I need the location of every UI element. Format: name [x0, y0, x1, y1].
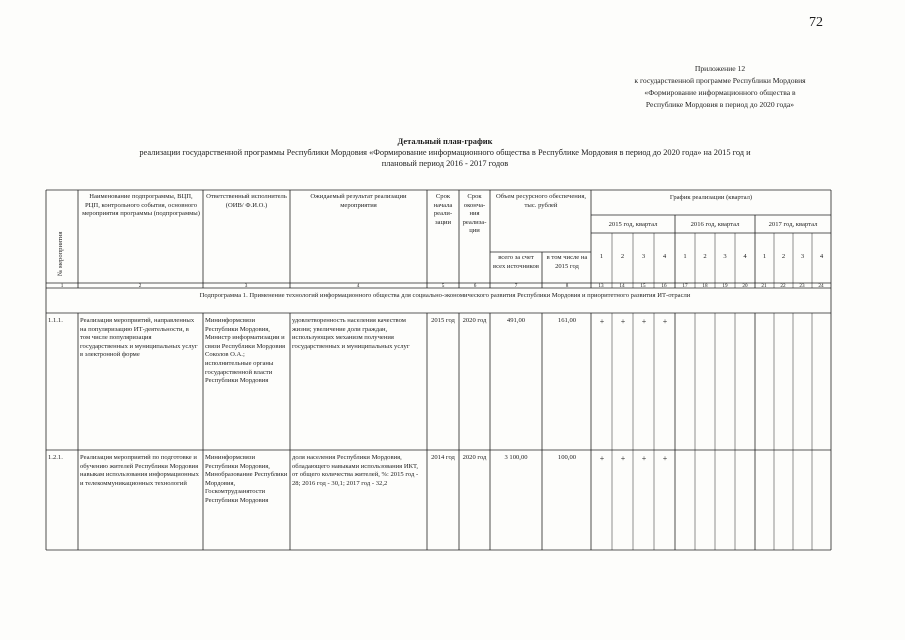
appendix-line: к государственной программе Республики Мордовия — [634, 76, 806, 85]
appendix-line: Приложение 12 — [694, 64, 746, 73]
header-vol-2015: в том числе на 2015 год — [546, 254, 588, 270]
quarter-mark: + — [641, 454, 647, 463]
column-number: 17 — [682, 283, 688, 289]
column-number: 15 — [640, 283, 646, 289]
column-number: 4 — [356, 283, 360, 289]
appendix-line: «Формирование информационного общества в — [644, 88, 796, 97]
quarter-label: 3 — [641, 253, 646, 260]
quarter-label: 2 — [620, 253, 625, 260]
header-result: Ожидаемый результат реализации мероприятия — [310, 193, 407, 209]
column-number: 1 — [60, 283, 64, 289]
quarter-mark: + — [662, 454, 668, 463]
quarter-mark: + — [662, 317, 668, 326]
column-number: 5 — [441, 283, 445, 289]
appendix-line: Республике Мордовия в период до 2020 года» — [645, 100, 795, 109]
quarter-label: 2 — [781, 253, 786, 260]
row-start: 2014 год — [431, 454, 455, 461]
title-line: Детальный план-график — [397, 137, 493, 146]
column-number: 7 — [514, 283, 518, 289]
quarter-label: 3 — [723, 253, 727, 260]
row-number: 1.1.1. — [48, 317, 63, 324]
header-schedule: График реализации (квартал) — [669, 194, 753, 201]
quarter-mark: + — [599, 317, 605, 326]
column-number: 14 — [619, 283, 625, 289]
row-number: 1.2.1. — [48, 454, 63, 461]
page-number: 72 — [809, 15, 823, 30]
quarter-label: 1 — [599, 253, 604, 260]
row-total: 3 100,00 — [504, 454, 528, 461]
column-number: 24 — [818, 283, 824, 289]
quarter-mark: + — [620, 454, 626, 463]
quarter-label: 1 — [762, 253, 767, 260]
row-end: 2020 год — [462, 454, 487, 461]
row-result: доля населения Республики Мордовия, обладающего навыками использования ИКТ, от общего количества жителей, %: 2015 год - 28; 2016 год - 30,1; 2017 год - 32,2 — [292, 454, 419, 487]
header-year-2017: 2017 год, квартал — [768, 221, 818, 228]
quarter-mark: + — [620, 317, 626, 326]
row-name: Реализация мероприятий, направленных на популяризацию ИТ-деятельности, в том числе популяризация государственных и муниципальных услуг в электронной форме — [80, 317, 198, 359]
quarter-mark: + — [641, 317, 647, 326]
column-number: 19 — [722, 283, 728, 289]
quarter-mark: + — [599, 454, 605, 463]
row-2015: 161,00 — [557, 317, 577, 324]
column-number: 18 — [702, 283, 708, 289]
column-number: 6 — [473, 283, 477, 289]
row-executor: Мининформсвязи Республики Мордовия, Министр информатизации и связи Республики Мордовия Соколов О.А.; исполнительные органы государственной власти Республики Мордовия — [205, 317, 286, 385]
title-line: реализации государственной программы Республики Мордовия «Формирование информационного общества в Республике Мордовия в период до 2020 года» на 2015 год и — [139, 148, 751, 157]
row-result: удовлетворенность населения качеством жизни; увеличение доли граждан, использующих механизм получения государственных и муниципальных услуг — [292, 317, 410, 350]
quarter-label: 4 — [662, 253, 667, 260]
column-number: 23 — [799, 283, 805, 289]
header-start: Срок начала реали-зации — [433, 193, 453, 226]
quarter-label: 3 — [800, 253, 805, 260]
quarter-label: 2 — [703, 253, 707, 260]
header-year-2016: 2016 год, квартал — [690, 221, 740, 228]
subprogram-heading: Подпрограмма 1. Применение технологий информационного общества для социально-экономического развития Республики Мордовия и приоритетного развития ИТ-отрасли — [199, 292, 691, 299]
column-number: 2 — [138, 283, 142, 289]
quarter-label: 4 — [743, 253, 747, 260]
column-number: 22 — [780, 283, 786, 289]
row-end: 2020 год — [462, 317, 487, 324]
header-vol-total: всего за счет всех источников — [493, 254, 539, 270]
column-number: 16 — [661, 283, 667, 289]
column-number: 20 — [742, 283, 748, 289]
header-volume: Объем ресурсного обеспечения, тыс. рублей — [495, 193, 587, 209]
column-number: 8 — [565, 283, 569, 289]
column-number: 3 — [244, 283, 248, 289]
row-name: Реализация мероприятий по подготовке и обучению жителей Республики Мордовия навыкам использования информационных и телекоммуникационных технологий — [80, 454, 199, 487]
column-number: 21 — [761, 283, 767, 289]
column-number: 13 — [598, 283, 604, 289]
header-name: Наименование подпрограммы, ВЦП, РЦП, контрольного события, основного мероприятия программы (подпрограммы) — [82, 193, 200, 218]
quarter-label: 4 — [819, 253, 824, 260]
row-executor: Мининформсвязи Республики Мордовия, Минобразование Республики Мордовия, Госкомтрудзанятости Республики Мордовия — [205, 454, 288, 504]
title-line: плановый период 2016 - 2017 годов — [381, 159, 509, 168]
header-num: № мероприятия — [57, 231, 64, 276]
row-start: 2015 год — [431, 317, 455, 324]
header-exec: Ответственный исполнитель (ОИВ/ Ф.И.О.) — [206, 193, 287, 209]
header-year-2015: 2015 год, квартал — [608, 221, 658, 228]
header-end: Срок оконча-ния реализа-ции — [462, 193, 487, 235]
quarter-label: 1 — [683, 253, 687, 260]
row-total: 491,00 — [506, 317, 526, 324]
row-2015: 100,00 — [557, 454, 577, 461]
